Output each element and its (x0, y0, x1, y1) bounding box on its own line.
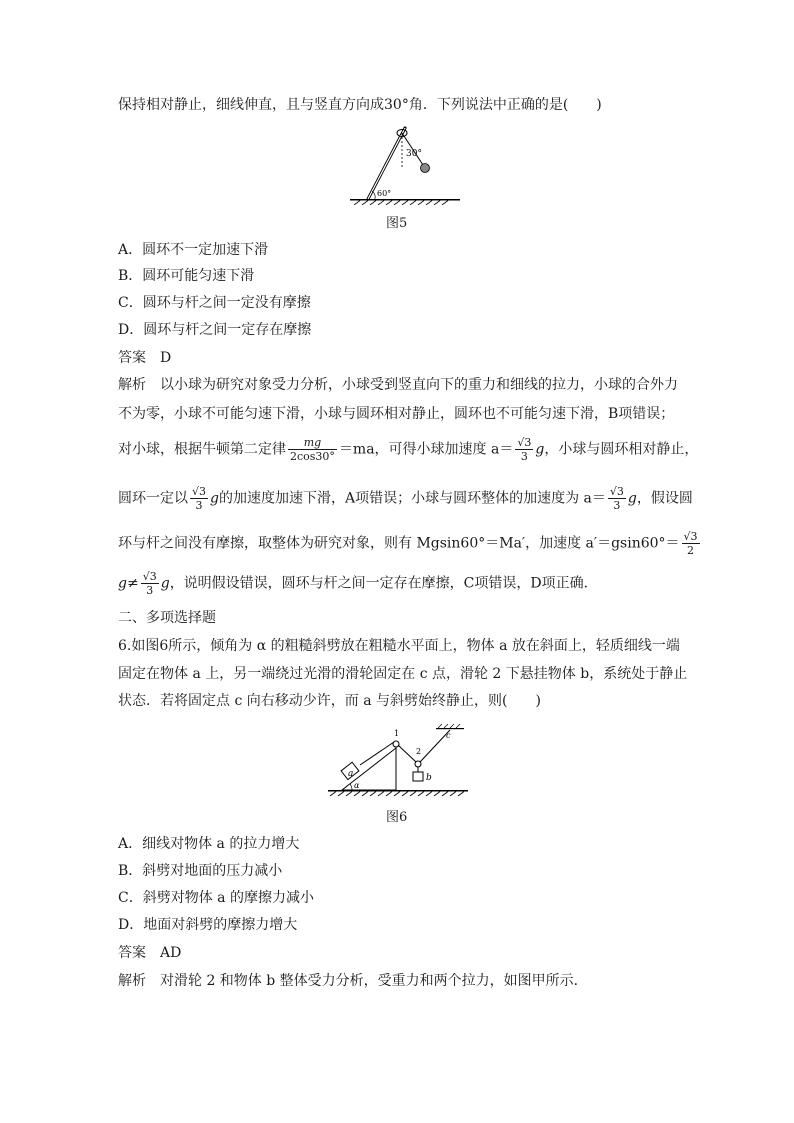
figure-6 (328, 720, 468, 800)
q5-option-a: A．圆环不一定加速下滑 (118, 242, 269, 258)
angle-30-label: 30° (406, 149, 422, 159)
q5-option-d: D．圆环与杆之间一定存在摩擦 (118, 322, 312, 338)
q6-option-d: D．地面对斜劈的摩擦力增大 (118, 917, 298, 933)
block-b-label: b (426, 773, 432, 783)
q6-option-a: A．细线对物体 a 的拉力增大 (118, 836, 300, 852)
q5-analysis-line5: 环与杆之间没有摩擦，取整体为研究对象，则有 Mgsin60°＝Ma′，加速度 a′＝gsin60°＝ $\frac{√3}{2}$ (118, 530, 698, 557)
figure-5 (350, 120, 460, 205)
q5-analysis-line2: 不为零，小球不可能匀速下滑，小球与圆环相对静止，圆环也不可能匀速下滑，B项错误； (118, 406, 675, 422)
angle-alpha-label: α (354, 781, 360, 790)
q6-option-b: B．斜劈对地面的压力减小 (118, 863, 283, 879)
q6-stem-line3: 状态．若将固定点 c 向右移动少许，而 a 与斜劈始终静止，则( ) (118, 693, 541, 709)
q6-stem-line2: 固定在物体 a 上，另一端绕过光滑的滑轮固定在 c 点，滑轮 2 下悬挂物体 b，系统处于静止 (118, 666, 688, 682)
point-c-label: c (446, 731, 451, 740)
q5-analysis-line3: 对小球，根据牛顿第二定律 $\frac{mg}{2\cos 30^\circ}$ ＝ma，可得小球加速度 a＝ $\frac{√3}{3}$ g，小球与圆环相对静止， (118, 436, 699, 463)
q5-option-c: C．圆环与杆之间一定没有摩擦 (118, 295, 311, 311)
q5-analysis-line4: 圆环一定以 $\frac{√3}{3}$ g的加速度加速下滑，A项错误；小球与圆环整体的加速度为 a＝ $\frac{√3}{3}$ g，假设圆 (118, 485, 693, 512)
q5-analysis-line6: g≠ $\frac{√3}{3}$ g，说明假设错误，圆环与杆之间一定存在摩擦，C项错误，D项正确． (118, 570, 598, 597)
figure-6-caption: 图6 (386, 810, 408, 825)
block-a-label: a (348, 769, 354, 779)
pulley1-label: 1 (394, 729, 400, 738)
figure-5-caption: 图5 (386, 216, 408, 231)
q6-option-c: C．斜劈对物体 a 的摩擦力减小 (118, 890, 314, 906)
section-title: 二、多项选择题 (118, 610, 216, 626)
q6-stem-line1: 6.如图6所示，倾角为 α 的粗糙斜劈放在粗糙水平面上，物体 a 放在斜面上，轻质细线一端 (118, 638, 680, 654)
q6-analysis-line1: 解析 对滑轮 2 和物体 b 整体受力分析，受重力和两个拉力，如图甲所示． (118, 973, 588, 989)
q5-answer: 答案 D (118, 350, 172, 366)
angle-60-label: 60° (377, 189, 392, 198)
pulley2-label: 2 (416, 747, 422, 756)
q5-stem: 保持相对静止，细线伸直，且与竖直方向成30°角．下列说法中正确的是( ) (118, 97, 602, 113)
q6-answer: 答案 AD (118, 945, 182, 961)
q5-option-b: B．圆环可能匀速下滑 (118, 268, 255, 284)
q5-analysis-line1: 解析 以小球为研究对象受力分析，小球受到竖直向下的重力和细线的拉力，小球的合外力 (118, 377, 678, 393)
